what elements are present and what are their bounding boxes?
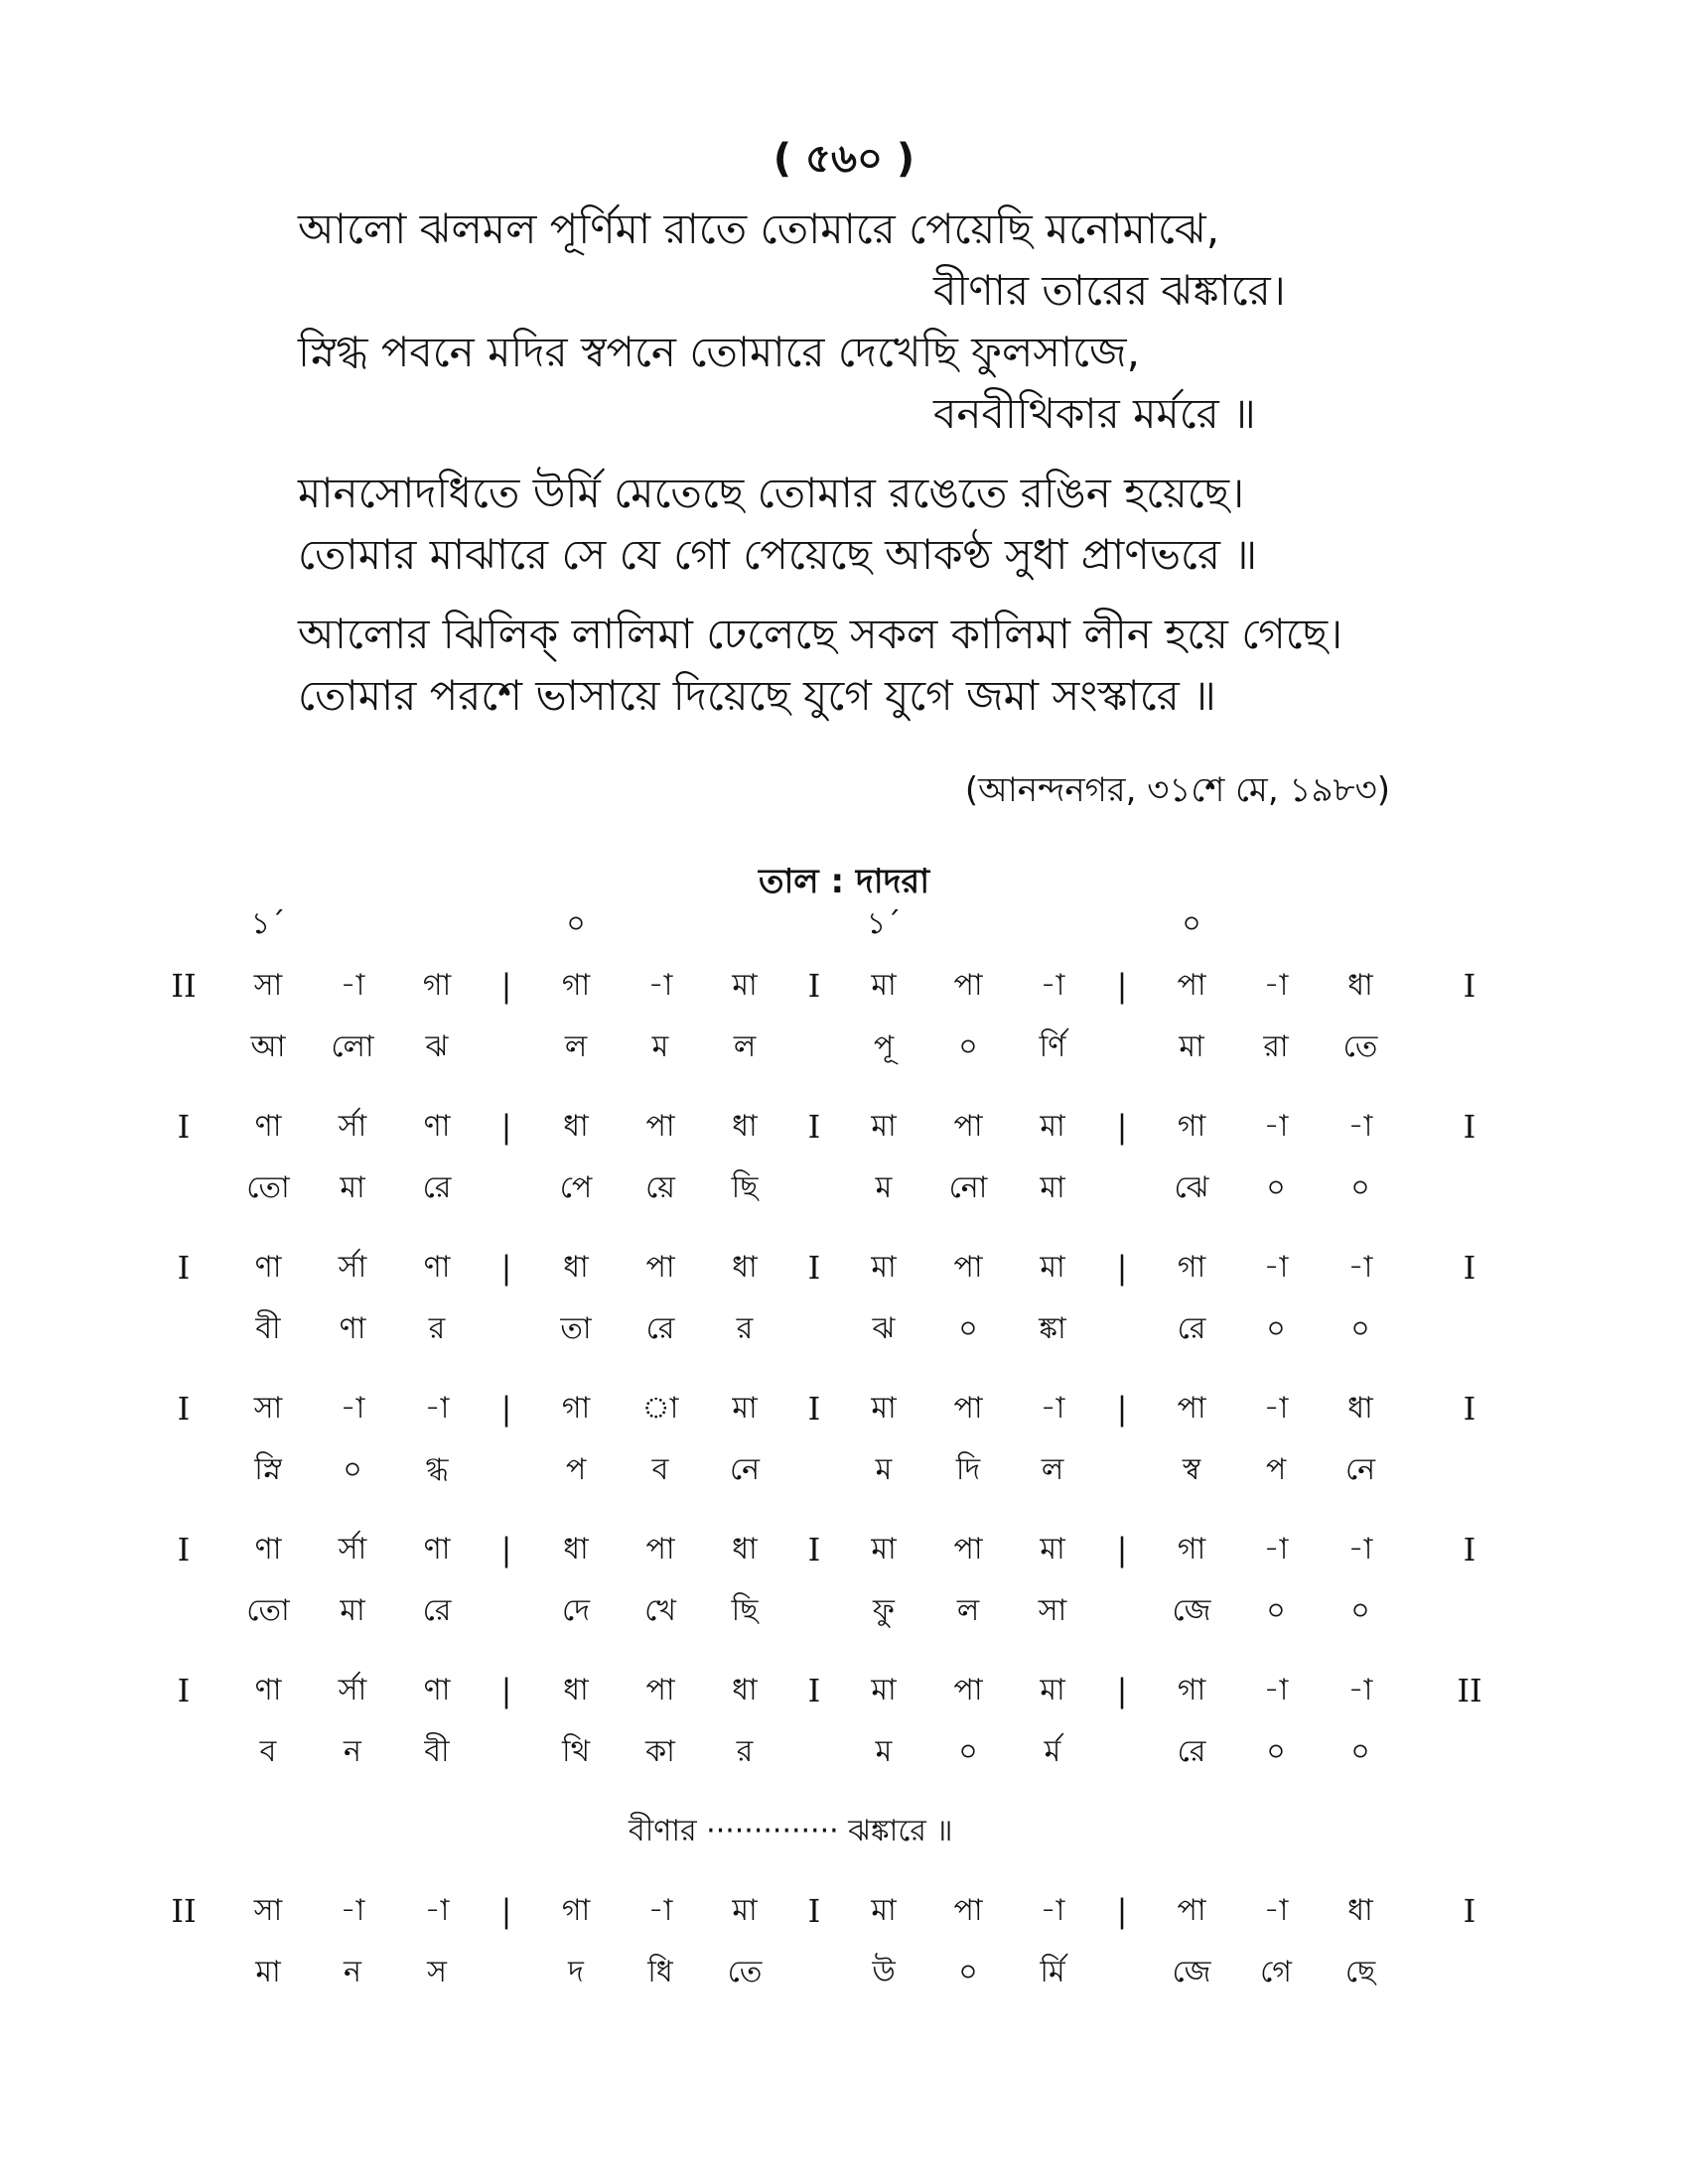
syllable-row [149,1017,1559,1078]
syllable-row [149,1158,1559,1219]
syllable-cell: মা [340,1593,365,1628]
syllable-cell: জে [1172,1955,1211,1989]
syllable-cell: কা [645,1734,675,1769]
syllable-cell: খে [644,1593,676,1628]
divider: I [807,1108,821,1146]
bar-start: II [171,967,197,1005]
syllable-cell: ন [344,1955,361,1989]
note-cell: সা [253,968,283,1003]
syllable-cell: ০ [958,1734,978,1769]
syllable-cell: ঝে [1174,1170,1209,1205]
note-cell: মা [871,1109,897,1144]
note-cell: পা [953,1673,983,1707]
bar-start: II [171,1892,197,1930]
syllable-cell: ০ [343,1452,362,1487]
note-cell: মা [732,968,758,1003]
note-cell: গা [561,1391,591,1426]
syllable-cell: নে [729,1452,761,1487]
note-cell: ধা [1347,1893,1373,1928]
note-cell: পা [645,1250,675,1285]
divider: | [500,1390,512,1428]
syllable-cell: ব [259,1734,277,1769]
divider: | [1116,1672,1128,1709]
syllable-cell: সা [1038,1593,1067,1628]
note-cell: গা [1177,1532,1206,1567]
note-cell: মা [732,1391,758,1426]
note-cell: ধা [732,1109,758,1144]
note-cell: ণা [254,1250,282,1285]
syllable-cell: ০ [1350,1593,1370,1628]
syllable-cell: বী [255,1311,281,1346]
note-cell: মা [871,1250,897,1285]
syllable-cell: ল [956,1593,980,1628]
syllable-cell: তো [246,1593,290,1628]
syllable-cell: রে [1177,1734,1206,1769]
note-cell: পা [953,1532,983,1567]
note-cell: -া [1263,1673,1289,1707]
note-cell: গা [1177,1673,1206,1707]
note-cell: -া [1263,968,1289,1003]
note-cell: মা [871,1673,897,1707]
divider: | [1116,1249,1128,1287]
syllable-row [149,1942,1559,2003]
syllable-cell: ০ [1350,1734,1370,1769]
note-cell: মা [1040,1109,1065,1144]
note-cell: ধা [563,1109,589,1144]
note-cell: -া [647,968,673,1003]
syllable-cell: জে [1172,1593,1211,1628]
syllable-cell: স্নি [254,1452,282,1487]
syllable-cell: ছি [731,1593,759,1628]
beat-mark: ০ [1182,906,1201,941]
note-cell: পা [645,1673,675,1707]
syllable-cell: ল [1041,1452,1064,1487]
syllable-cell: ফু [873,1593,895,1628]
bar-end: I [1463,1249,1477,1287]
syllable-cell: প [565,1452,587,1487]
note-cell: সা [253,1391,283,1426]
note-cell: ধা [1347,1391,1373,1426]
note-cell: -া [1347,1673,1373,1707]
note-cell: গা [561,968,591,1003]
lyric-line: আলোর ঝিলিক্ লালিমা ঢেলেছে সকল কালিমা লীন হয়ে গেছে। [298,610,1343,658]
stanza-gap [298,445,1470,463]
note-cell: গা [422,968,452,1003]
syllable-cell: ঙ্কা [1039,1311,1066,1346]
note-cell: পা [953,1109,983,1144]
syllable-cell: তে [1342,1029,1378,1064]
syllable-row [149,1439,1559,1501]
bar-end: I [1463,967,1477,1005]
beat-mark: ১´ [250,906,286,941]
note-cell: ণা [423,1673,451,1707]
note-cell: -া [1263,1893,1289,1928]
syllable-cell: মা [1040,1170,1065,1205]
syllable-cell: ল [564,1029,588,1064]
note-cell: ণা [254,1109,282,1144]
note-cell: া [641,1391,679,1426]
lyric-line: তোমার পরশে ভাসায়ে দিয়েছে যুগে যুগে জমা সংস্কারে ॥ [298,671,1216,720]
syllable-cell: ধি [647,1955,673,1989]
divider: I [807,1390,821,1428]
note-cell: -া [1347,1109,1373,1144]
note-cell: -া [1040,968,1065,1003]
notation [149,893,1559,2021]
row-gap [149,1219,1559,1237]
syllable-cell: পূ [873,1029,895,1064]
syllable-cell: তো [246,1170,290,1205]
note-cell: র্সা [338,1250,367,1285]
syllable-cell: দ [568,1955,584,1989]
lyric-line: মানসোদধিতে উর্মি মেতেছে তোমার রঙেতে রঙিন হয়েছে। [298,469,1245,517]
bar-start: I [177,1672,191,1709]
note-cell: ণা [423,1532,451,1567]
note-cell: পা [1177,968,1206,1003]
syllable-cell: উ [872,1955,896,1989]
beat-mark: ০ [566,906,586,941]
note-cell: -া [1263,1250,1289,1285]
note-cell: মা [1040,1532,1065,1567]
divider: | [1116,1892,1128,1930]
beat-marks-row [149,893,1559,955]
syllable-cell: ম [875,1734,893,1769]
syllable-cell: রে [422,1170,452,1205]
bar-end: I [1463,1892,1477,1930]
note-cell: পা [953,1893,983,1928]
syllable-cell: মা [1179,1029,1204,1064]
note-cell: পা [645,1109,675,1144]
syllable-cell: য়ে [645,1170,675,1205]
note-cell: -া [340,1391,365,1426]
note-cell: ধা [732,1250,758,1285]
note-cell: ণা [254,1673,282,1707]
syllable-cell: তে [727,1955,763,1989]
syllable-cell: তা [560,1311,592,1346]
divider: | [500,1672,512,1709]
bar-end: I [1463,1390,1477,1428]
note-cell: ধা [563,1673,589,1707]
bar-end: I [1463,1108,1477,1146]
row-gap [149,1642,1559,1660]
syllable-cell: ০ [1266,1311,1286,1346]
note-cell: -া [1263,1109,1289,1144]
bar-start: I [177,1108,191,1146]
row-gap [149,1078,1559,1096]
note-cell: ধা [732,1532,758,1567]
lyric-line: বীণার তারের ঝঙ্কারে। [933,266,1286,315]
note-cell: ণা [423,1250,451,1285]
syllable-cell: ০ [1266,1593,1286,1628]
syllable-cell: মা [255,1955,281,1989]
row-gap [149,1360,1559,1378]
note-cell: -া [1040,1893,1065,1928]
syllable-cell: ছি [731,1170,759,1205]
syllable-cell: মা [340,1170,365,1205]
syllable-cell: দে [562,1593,590,1628]
note-cell: ধা [563,1250,589,1285]
syllable-cell: ছে [1344,1955,1376,1989]
divider: | [500,1249,512,1287]
note-cell: -া [1347,1250,1373,1285]
note-cell: গা [1177,1250,1206,1285]
note-cell: -া [1263,1391,1289,1426]
note-cell: ণা [423,1109,451,1144]
syllable-row [149,1298,1559,1360]
refrain-line: বীণার ·············· ঝঙ্কারে ॥ [629,1814,953,1848]
note-cell: মা [871,1532,897,1567]
note-cell: মা [732,1893,758,1928]
divider: | [500,967,512,1005]
note-cell: র্সা [338,1532,367,1567]
bar-end: II [1457,1672,1482,1709]
syllable-cell: র্ণি [1039,1029,1066,1064]
notation-row [149,1237,1559,1298]
note-cell: -া [340,968,365,1003]
note-cell: -া [340,1893,365,1928]
note-cell: মা [871,1391,897,1426]
divider: I [807,1531,821,1569]
syllable-cell: ম [651,1029,669,1064]
syllable-cell: লো [331,1029,374,1064]
syllable-cell: পে [559,1170,593,1205]
note-cell: মা [1040,1673,1065,1707]
syllable-cell: নো [948,1170,988,1205]
lyric-line: স্নিগ্ধ পবনে মদির স্বপনে তোমারে দেখেছি ফুলসাজে, [298,328,1140,376]
syllable-row [149,1580,1559,1642]
divider: I [807,967,821,1005]
syllable-cell: স [427,1955,447,1989]
notation-row [149,1880,1559,1942]
syllable-cell: ০ [1350,1170,1370,1205]
note-cell: পা [645,1532,675,1567]
syllable-cell: ন [344,1734,361,1769]
bar-start: I [177,1531,191,1569]
note-cell: পা [953,1391,983,1426]
row-gap [149,1783,1559,1801]
notation-row [149,1378,1559,1439]
note-cell: র্সা [338,1673,367,1707]
notation-row [149,1660,1559,1721]
divider: I [807,1249,821,1287]
syllable-cell: আ [250,1029,286,1064]
note-cell: র্সা [338,1109,367,1144]
tala-title: তাল : দাদরা [758,862,930,901]
note-cell: ধা [1347,968,1373,1003]
note-cell: -া [424,1391,450,1426]
syllable-cell: গে [1260,1955,1292,1989]
syllable-cell: ০ [1266,1734,1286,1769]
divider: I [807,1892,821,1930]
syllable-cell: ম [875,1170,893,1205]
syllable-cell: ল [733,1029,757,1064]
lyric-line: আলো ঝলমল পূর্ণিমা রাতে তোমারে পেয়েছি মনোমাঝে, [298,205,1220,253]
syllable-cell: র্মি [1040,1955,1065,1989]
syllable-cell: ঝ [872,1311,896,1346]
note-cell: -া [1263,1532,1289,1567]
syllable-cell: রে [422,1593,452,1628]
page-number: ( ৫৬০ ) [773,136,915,182]
syllable-cell: ০ [1266,1170,1286,1205]
note-cell: -া [1040,1391,1065,1426]
note-cell: পা [953,1250,983,1285]
syllable-cell: ০ [1350,1311,1370,1346]
syllable-cell: রে [645,1311,675,1346]
syllable-cell: র [736,1734,754,1769]
syllable-cell: ০ [958,1955,978,1989]
date-line: (আনন্দনগর, ৩১শে মে, ১৯৮৩) [964,770,1390,810]
note-cell: মা [871,1893,897,1928]
divider: | [1116,1531,1128,1569]
note-cell: পা [953,968,983,1003]
divider: | [500,1892,512,1930]
syllable-cell: দি [955,1452,981,1487]
divider: | [500,1108,512,1146]
lyrics [298,199,1470,727]
note-cell: গা [561,1893,591,1928]
syllable-cell: ০ [958,1029,978,1064]
row-gap [149,2003,1559,2021]
syllable-cell: রা [1263,1029,1289,1064]
divider: | [1116,1390,1128,1428]
note-cell: -া [647,1893,673,1928]
note-cell: পা [1177,1391,1206,1426]
note-cell: মা [871,968,897,1003]
notation-row [149,1096,1559,1158]
divider: | [1116,1108,1128,1146]
stanza-gap [298,586,1470,604]
note-cell: গা [1177,1109,1206,1144]
note-cell: ণা [254,1532,282,1567]
note-cell: ধা [563,1532,589,1567]
syllable-cell: নে [1344,1452,1376,1487]
syllable-cell: র্ম [1044,1734,1061,1769]
syllable-cell: ০ [958,1311,978,1346]
divider: | [500,1531,512,1569]
bar-end: I [1463,1531,1477,1569]
note-cell: সা [253,1893,283,1928]
syllable-cell: ণা [339,1311,366,1346]
syllable-cell: স্ব [1182,1452,1201,1487]
notation-row [149,1519,1559,1580]
syllable-cell: ঝ [425,1029,449,1064]
note-cell: ধা [732,1673,758,1707]
row-gap [149,1501,1559,1519]
syllable-cell: র [736,1311,754,1346]
syllable-cell: র [428,1311,446,1346]
note-cell: পা [1177,1893,1206,1928]
note-cell: মা [1040,1250,1065,1285]
note-cell: -া [424,1893,450,1928]
notation-row [149,955,1559,1017]
syllable-cell: ব [651,1452,669,1487]
lyric-line: তোমার মাঝারে সে যে গো পেয়েছে আকণ্ঠ সুধা প্রাণভরে ॥ [298,530,1258,579]
syllable-row [149,1721,1559,1783]
syllable-cell: ম [875,1452,893,1487]
syllable-cell: গ্ধ [425,1452,449,1487]
syllable-cell: থি [561,1734,590,1769]
syllable-cell: রে [1177,1311,1206,1346]
bar-start: I [177,1390,191,1428]
note-cell: -া [1347,1532,1373,1567]
bar-start: I [177,1249,191,1287]
lyric-line: বনবীথিকার মর্মরে ॥ [933,389,1256,438]
row-gap [149,1862,1559,1880]
syllable-cell: বী [424,1734,450,1769]
syllable-cell: প [1265,1452,1287,1487]
beat-mark: ১´ [866,906,902,941]
divider: I [807,1672,821,1709]
divider: | [1116,967,1128,1005]
